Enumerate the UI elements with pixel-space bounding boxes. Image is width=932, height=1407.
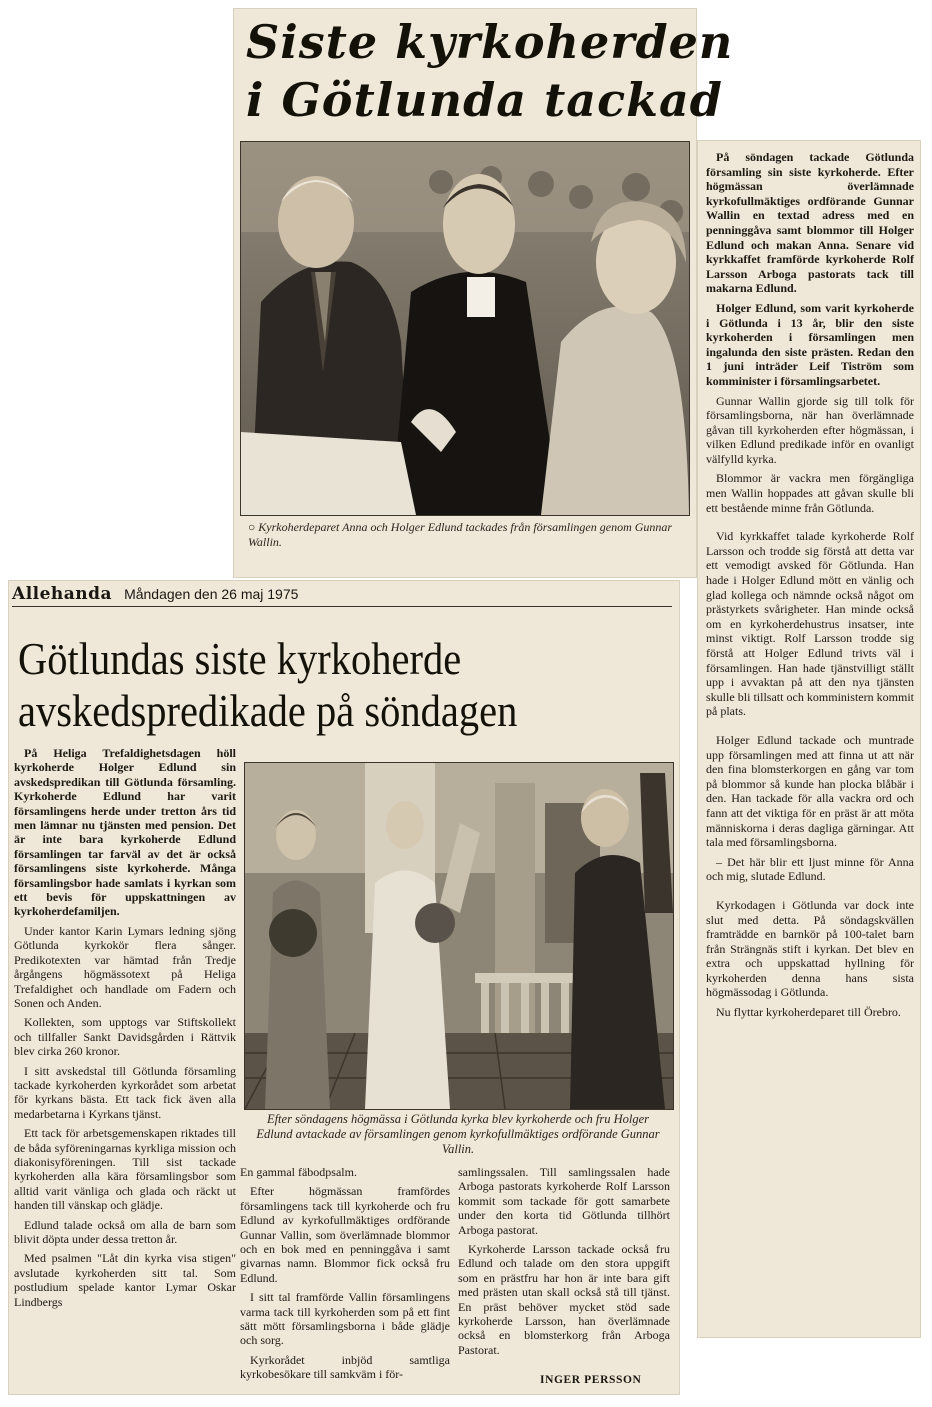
lead-paragraph: På Heliga Trefaldighetsdagen höll kyrkoherde Holger Edlund sin avskedspredikan till Götlunda församling. Kyrkoherde Edlund har varit församlingens herde under tretton års tid men lämnar nu tjänsten med pension. Det är inte bara kyrkoherde Edlund församlingen tar farväl av det är också församlingens siste kyrkoherde. Många församlingsbor hade samlats i kyrkan som ett bevis för uppskattningen av kyrkoherdefamiljen.	[14, 746, 236, 919]
headline-top-line-1: Siste kyrkoherden	[246, 15, 734, 69]
paragraph: Vid kyrkkaffet talade kyrkoherde Rolf Larsson och trodde sig förstå att detta var ett vemodigt avsked för Götlunda. Han hade i Holger Edlund mött en vänlig och glad kollega och nämnde också något om prästyrkets svårigheter. Han minde också om en kyrkoherdehustrus insatser, inte minst viktigt. Rolf Larsson trodde sig förstå att Holger Edlund trivts väl i församlingen. Han hade tjänstvilligt ställt upp i avvaktan på att den nya tjänsten skulle bli tillsatt och komministern kommit på plats.	[706, 529, 914, 719]
caption-marker-icon: ○	[248, 520, 256, 534]
photo-church-farewell-image	[245, 763, 673, 1109]
photo-caption-bottom: Efter söndagens högmässa i Götlunda kyrka blev kyrkoherde och fru Holger Edlund avtackade av församlingen genom kyrkofullmäktiges ordförande Gunnar Vallin.	[256, 1112, 660, 1156]
paragraph: Ett tack för arbetsgemenskapen riktades till de båda syföreningarnas kyrkliga mission och diakonisyföreningen. Till sist tackade kyrkoherden alla kära församlingsbor som alltid varit vänliga och glada och räckt ut handen till vänskap och glädje.	[14, 1126, 236, 1213]
paragraph: I sitt avskedstal till Götlunda församling tackade kyrkoherden kyrkorådet som arbetat för kyrkans bästa. Ett tack fick även alla medarbetarna i Kyrkans tjänst.	[14, 1063, 236, 1121]
paragraph: Efter högmässan framfördes församlingens tack till kyrkoherde och fru Edlund av kyrkofullmäktiges ordförande Gunnar Vallin, som överlämnade blommor och en bok med en penninggåva i samt givarnas namn. Blommor fick också fru Edlund.	[240, 1184, 450, 1285]
paragraph: Blommor är vackra men förgängliga men Wallin hoppades att gåvan skulle bli ett bestående minne från Götlunda.	[706, 471, 914, 515]
paragraph: En gammal fäbodpsalm.	[240, 1165, 357, 1179]
paragraph: Under kantor Karin Lymars ledning sjöng Götlunda kyrkokör flera sånger. Predikotexten var hämtad från Tredje årgångens högmässotext på Heliga Trefaldighet och handlade om Fadern och Sonen och Anden.	[14, 923, 236, 1010]
headline-bottom-line-1: Götlundas siste kyrkoherde	[18, 634, 462, 684]
article-bottom-column-2	[240, 1165, 450, 1387]
paragraph: I sitt tal framförde Vallin församlingens varma tack till kyrkoherden som på ett fint sätt mött församlingsborna i både glädje och sorg.	[240, 1290, 450, 1348]
paragraph: Nu flyttar kyrkoherdeparet till Örebro.	[716, 1005, 901, 1020]
masthead	[12, 584, 672, 606]
paragraph: Edlund talade också om alla de barn som blivit döpta under dessa tretton år.	[14, 1217, 236, 1246]
paragraph: På söndagen tackade Götlunda församling sin siste kyrkoherde. Efter högmässan överlämnade kyrkofullmäktiges ordförande Gunnar Wallin en textad adress med en penninggåva samt blommor till Holger Edlund och makan Anna. Senare vid kyrkkaffet framförde kyrkoherde Rolf Larsson Arboga pastorats tack till makarna Edlund.	[706, 150, 914, 296]
paragraph: samlingssalen. Till samlingssalen hade Arboga pastorats kyrkoherde Rolf Larsson kommit som tackade för gott samarbete under den korta tid Götlunda tillhört Arboga pastorat.	[458, 1165, 670, 1237]
photo-caption-top	[248, 520, 686, 550]
headline-bottom-line-2: avskedspredikade på söndagen	[18, 686, 518, 736]
article-top-column	[706, 150, 914, 1025]
paragraph: Gunnar Wallin gjorde sig till tolk för församlingsborna, när han överlämnade gåvan till kyrkoherden efter högmässan, i vilken Edlund predikade inför en ovanligt välfylld kyrka.	[706, 393, 914, 466]
paragraph: – Det här blir ett ljust minne för Anna och mig, slutade Edlund.	[706, 854, 914, 884]
masthead-logo: Allehanda	[12, 584, 113, 604]
paragraph: Kyrkoherde Larsson tackade också fru Edlund och talade om den stora uppgift som en prästfru har hon är inte bara gift med prästen utan skall också stå till tjänst. En präst behöver mycket stöd sade kyrkoherde Larsson, han överlämnade också en blomsterkorg från Arboga Pastorat.	[458, 1242, 670, 1357]
dateline: Måndagen den 26 maj 1975	[124, 586, 299, 602]
paragraph: Med psalmen "Låt din kyrka visa stigen" avslutade kyrkoherden sitt tal. Som postludium spelade kantor Lymar Oskar Lindbergs	[14, 1251, 236, 1309]
article-bottom-column-3	[458, 1165, 670, 1362]
paragraph: Holger Edlund tackade och muntrade upp församlingen med att finna ut att när den fina blomsterkorgen en gång var tom på blommor så kunde han plocka blåbär i den. Han tackade för alla vackra ord och fann att det viktiga för en präst är att möta människorna i deras dagliga gärningar. Att tala med församlingsborna.	[706, 732, 914, 850]
photo-farewell-portrait-image	[241, 142, 689, 515]
headline-top-line-2: i Götlunda tackad	[246, 73, 723, 127]
byline: INGER PERSSON	[540, 1374, 642, 1386]
paragraph: Kyrkodagen i Götlunda var dock inte slut med detta. På söndagskvällen framträdde en barnkör på 100-talet barn från Strängnäs stift i kyrkan. Det blev en extra och uppskattad hyllning för kyrkoherden denna hans sista högmässodag i Götlunda.	[706, 897, 914, 1000]
photo-farewell-portrait	[240, 141, 690, 516]
article-bottom-column-1	[14, 746, 236, 1314]
paragraph: Kollekten, som upptogs var Stiftskollekt och tillfaller Sankt Davidsgården i Rättvik blev cirka 260 kronor.	[14, 1015, 236, 1059]
paragraph: Holger Edlund, som varit kyrkoherde i Götlunda i 13 år, blir den siste kyrkoherden i församlingen men ingalunda den siste prästen. Redan den 1 juni inträder Leif Tiström som komminister i församlingsarbetet.	[706, 300, 914, 388]
paragraph: Kyrkorådet inbjöd samtliga kyrkobesökare till samkväm i för-	[240, 1352, 450, 1382]
caption-text: Kyrkoherdeparet Anna och Holger Edlund tackades från församlingen genom Gunnar Wallin.	[248, 520, 673, 549]
photo-church-farewell	[244, 762, 674, 1110]
masthead-rule	[12, 606, 672, 607]
